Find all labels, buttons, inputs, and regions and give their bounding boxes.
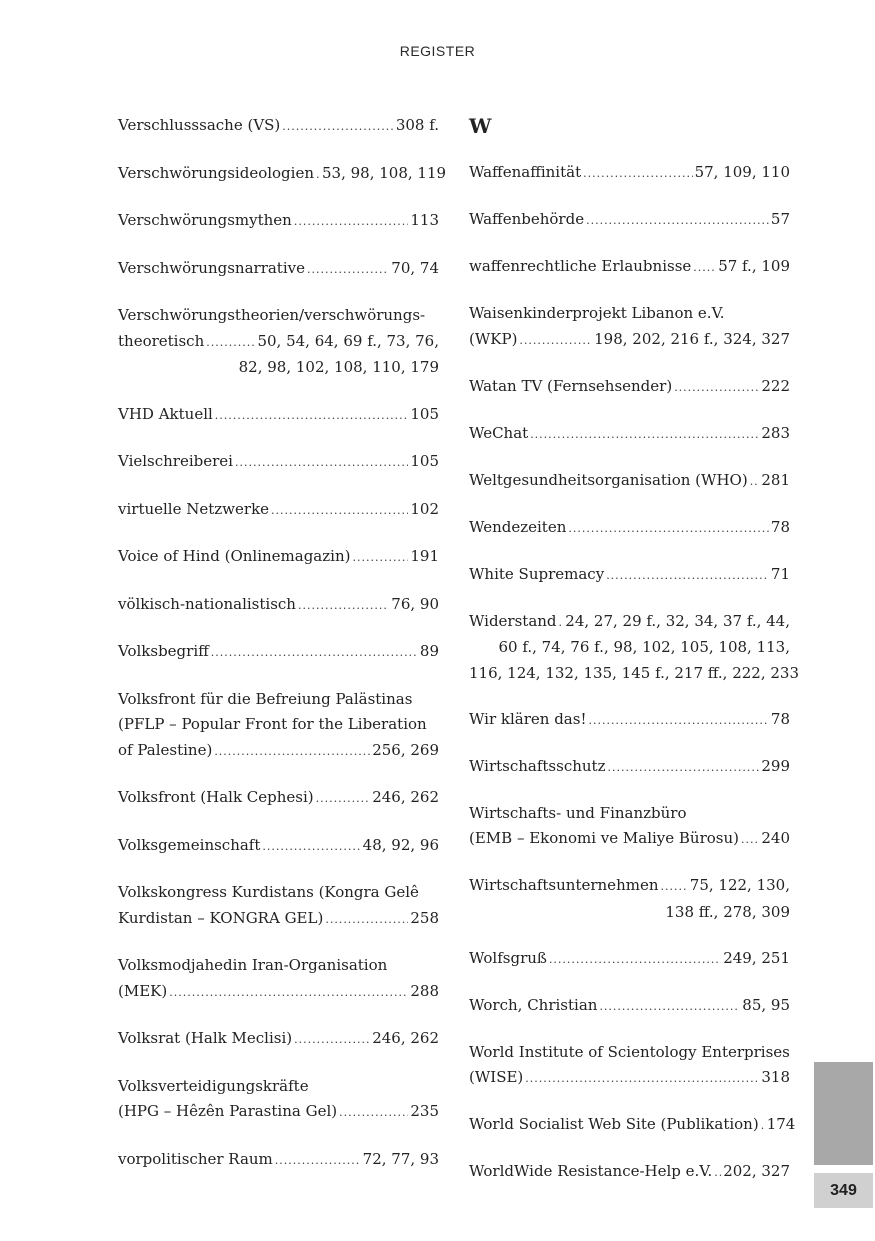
- index-entry: [118, 1147, 439, 1174]
- index-entry: [118, 497, 439, 524]
- index-entry: [118, 402, 439, 429]
- index-term: Wirtschaftsunternehmen: [469, 876, 659, 894]
- index-term-line: (PFLP – Popular Front for the Liberation: [118, 715, 427, 733]
- page-references: 222: [761, 376, 790, 395]
- index-term-row: [469, 327, 790, 354]
- index-entry: [469, 254, 790, 281]
- dot-leader: [741, 827, 759, 853]
- dot-leader: [294, 1027, 370, 1053]
- page-references: 281: [761, 470, 790, 489]
- index-term-row: [118, 329, 439, 356]
- index-term-row: [469, 946, 790, 973]
- index-term-row: [118, 402, 439, 429]
- index-term-row: [469, 1112, 796, 1139]
- index-entry: [118, 687, 439, 765]
- page-references: 240: [761, 829, 790, 847]
- index-term-row: [469, 993, 790, 1020]
- dot-leader: [693, 255, 716, 281]
- index-term: Worch, Christian: [469, 995, 598, 1014]
- dot-leader: [169, 980, 408, 1006]
- dot-leader: [599, 994, 740, 1020]
- index-term: Verschwörungsnarrative: [118, 258, 305, 277]
- index-term-row: [118, 738, 439, 765]
- index-term: Verschwörungsmythen: [118, 211, 292, 229]
- index-entry: [469, 468, 790, 495]
- index-term: Wir klären das!: [469, 709, 587, 728]
- dot-leader: [674, 375, 759, 401]
- index-term-row: [118, 833, 439, 860]
- index-term: Volksrat (Halk Meclisi): [118, 1029, 293, 1047]
- index-entry: [118, 303, 439, 381]
- page-references: 57, 109, 110: [694, 163, 790, 181]
- page-references: 70, 74: [391, 258, 439, 277]
- page-references: 299: [761, 756, 790, 775]
- index-term: Waffenbehörde: [469, 210, 585, 228]
- index-term-row: [469, 707, 790, 734]
- index-term: (WISE): [469, 1068, 524, 1086]
- index-term-row: [118, 592, 439, 619]
- dot-leader: [294, 209, 409, 235]
- page-references: 105: [410, 452, 439, 470]
- index-entry: [469, 562, 790, 589]
- index-entry: [118, 592, 439, 619]
- dot-leader: [211, 640, 418, 666]
- index-term: völkisch-nationalistisch: [118, 594, 296, 613]
- dot-leader: [588, 708, 768, 734]
- dot-leader: [275, 1148, 361, 1174]
- page-references: 57 f., 109: [718, 257, 790, 275]
- index-term-row: [118, 906, 439, 933]
- index-term: (EMB – Ekonomi ve Maliye Bürosu): [469, 829, 739, 847]
- dot-leader: [235, 450, 408, 476]
- index-term-row: [118, 256, 439, 283]
- dot-leader: [262, 834, 360, 860]
- page-references-continued: 82, 98, 102, 108, 110, 179: [238, 358, 439, 376]
- index-term: (MEK): [118, 981, 168, 1000]
- index-entry: [118, 113, 439, 140]
- page-references: 318: [761, 1068, 790, 1086]
- index-term-line: Volksmodjahedin Iran-Organisation: [118, 956, 388, 974]
- dot-leader: [316, 162, 320, 188]
- index-entry: [118, 161, 447, 188]
- page-references: 78: [770, 709, 790, 728]
- page-references: 191: [410, 547, 439, 565]
- dot-leader: [339, 1100, 408, 1126]
- dot-leader: [714, 1160, 721, 1186]
- index-term-row: [469, 254, 790, 281]
- index-column-left: [118, 113, 447, 1194]
- page-references: 235: [410, 1102, 439, 1120]
- page-references: 246, 262: [372, 788, 439, 806]
- index-term: Widerstand: [469, 611, 557, 630]
- index-term-row: [469, 207, 790, 234]
- index-entry: [469, 754, 790, 781]
- index-term-row: [469, 515, 790, 542]
- page-references: 78: [770, 517, 790, 536]
- dot-leader: [519, 328, 592, 354]
- index-term: Kurdistan – KONGRA GEL): [118, 908, 324, 927]
- index-entry: [118, 544, 439, 571]
- index-entry: [469, 707, 790, 734]
- dot-leader: [661, 874, 688, 900]
- index-term-row: [469, 421, 790, 448]
- index-term: World Socialist Web Site (Publikation): [469, 1115, 759, 1133]
- page-references: 48, 92, 96: [362, 835, 439, 854]
- index-entry: [469, 1159, 790, 1186]
- index-term-row: [469, 562, 790, 589]
- index-entry: [118, 833, 439, 860]
- index-entry: [469, 609, 800, 687]
- page-references: 258: [410, 908, 439, 927]
- dot-leader: [307, 257, 389, 283]
- index-term: Watan TV (Fernsehsender): [469, 376, 673, 395]
- dot-leader: [607, 755, 759, 781]
- page-references: 288: [410, 981, 439, 1000]
- index-entry: [469, 421, 790, 448]
- page-references: 308 f.: [395, 116, 439, 134]
- index-term: Volksbegriff: [118, 642, 209, 660]
- index-entry: [469, 515, 790, 542]
- dot-leader: [583, 161, 692, 187]
- page-references-continued: 60 f., 74, 76 f., 98, 102, 105, 108, 113,: [498, 638, 790, 656]
- page-references-continued: 116, 124, 132, 135, 145 f., 217 ff., 222, 233: [469, 663, 800, 682]
- page-references: 85, 95: [742, 995, 790, 1014]
- thumb-index-tab: [814, 1062, 873, 1165]
- index-entry: [118, 785, 439, 812]
- index-term: of Palestine): [118, 740, 213, 759]
- index-term: Wirtschaftsschutz: [469, 756, 606, 775]
- dot-leader: [352, 545, 408, 571]
- index-term-row: [118, 449, 439, 476]
- page-references: 24, 27, 29 f., 32, 34, 37 f., 44,: [565, 611, 790, 630]
- dot-leader: [206, 330, 255, 356]
- index-term: Waffenaffinität: [469, 163, 582, 181]
- index-term: White Supremacy: [469, 564, 605, 583]
- dot-leader: [316, 786, 371, 812]
- index-term-row: [118, 979, 439, 1006]
- page-references: 75, 122, 130,: [689, 876, 790, 894]
- index-entry: [469, 160, 790, 187]
- page-references: 202, 327: [723, 1162, 790, 1180]
- page-references: 198, 202, 216 f., 324, 327: [594, 329, 790, 348]
- index-term: (WKP): [469, 329, 518, 348]
- index-term-row: [118, 497, 439, 524]
- index-term: virtuelle Netzwerke: [118, 499, 270, 518]
- index-entry: [469, 374, 790, 401]
- index-entry: [118, 449, 439, 476]
- index-term-row: [118, 785, 439, 812]
- index-term-row: [118, 1099, 439, 1126]
- index-term-line: World Institute of Scientology Enterprises: [469, 1042, 790, 1061]
- dot-leader: [214, 739, 370, 765]
- page-references: 105: [410, 404, 439, 423]
- dot-leader: [586, 208, 769, 234]
- index-entry: [469, 993, 790, 1020]
- index-term-line: Wirtschafts- und Finanzbüro: [469, 803, 687, 822]
- page-number: 349: [814, 1173, 873, 1208]
- dot-leader: [525, 1066, 759, 1092]
- index-entry: [469, 873, 790, 925]
- index-term: WorldWide Resistance-Help e.V.: [469, 1162, 713, 1180]
- dot-leader: [298, 593, 389, 619]
- page-references: 102: [410, 499, 439, 518]
- index-term: VHD Aktuell: [118, 404, 213, 423]
- dot-leader: [282, 114, 394, 140]
- index-term-line: Volksverteidigungskräfte: [118, 1076, 309, 1095]
- dot-leader: [530, 422, 759, 448]
- section-letter: W: [469, 114, 492, 138]
- page-references: 113: [410, 211, 439, 229]
- index-term: Volksfront (Halk Cephesi): [118, 788, 314, 806]
- index-term-row: [469, 1159, 790, 1186]
- page-references: 283: [761, 423, 790, 442]
- index-entry: [118, 953, 439, 1005]
- index-term: Verschwörungsideologien: [118, 163, 314, 182]
- index-entry: [469, 1040, 790, 1092]
- page-references: 174: [766, 1115, 796, 1133]
- dot-leader: [559, 610, 564, 636]
- index-term-row: [469, 374, 790, 401]
- index-entry: [118, 208, 439, 235]
- page-references: 72, 77, 93: [362, 1149, 439, 1168]
- index-entry: [118, 880, 439, 932]
- index-term-row: [118, 1147, 439, 1174]
- index-column-right: [469, 113, 800, 1206]
- index-term: Voice of Hind (Onlinemagazin): [118, 547, 351, 565]
- index-entry: [118, 639, 439, 666]
- index-entry: [469, 207, 790, 234]
- index-term: Vielschreiberei: [118, 452, 233, 470]
- index-term-row: [469, 826, 790, 853]
- index-term: (HPG – Hêzên Parastina Gel): [118, 1102, 338, 1120]
- index-term: Wendezeiten: [469, 517, 567, 536]
- index-entry: [469, 946, 790, 973]
- page-references: 256, 269: [372, 740, 439, 759]
- index-term-row: [469, 1065, 790, 1092]
- index-entry: [469, 1112, 796, 1139]
- index-term-row: [118, 639, 439, 666]
- running-header: REGISTER: [399, 43, 476, 59]
- index-term-line: Waisenkinderprojekt Libanon e.V.: [469, 304, 725, 322]
- dot-leader: [606, 563, 769, 589]
- dot-leader: [215, 403, 409, 429]
- page-references: 57: [770, 210, 790, 228]
- page-references: 71: [770, 564, 790, 583]
- page-references-continued: 138 ff., 278, 309: [665, 902, 790, 921]
- dot-leader: [271, 498, 408, 524]
- index-term: theoretisch: [118, 331, 205, 350]
- index-term-line: Verschwörungstheorien/verschwörungs-: [118, 306, 426, 324]
- index-entry: [118, 256, 439, 283]
- index-term: WeChat: [469, 423, 529, 442]
- dot-leader: [750, 469, 760, 495]
- dot-leader: [325, 907, 408, 933]
- index-term-row: [469, 873, 790, 900]
- index-term-row: [469, 468, 790, 495]
- index-term-row: [118, 208, 439, 235]
- page-references: 89: [419, 642, 439, 660]
- index-term-line: Volkskongress Kurdistans (Kongra Gelê: [118, 883, 419, 901]
- index-term-line: Volksfront für die Befreiung Palästinas: [118, 689, 413, 708]
- index-term-row: [118, 544, 439, 571]
- dot-leader: [761, 1113, 765, 1139]
- page-references: 50, 54, 64, 69 f., 73, 76,: [257, 331, 439, 350]
- index-entry: [469, 301, 790, 353]
- dot-leader: [549, 947, 721, 973]
- index-entry: [118, 1074, 439, 1126]
- index-term-row: [118, 161, 447, 188]
- index-term: waffenrechtliche Erlaubnisse: [469, 257, 692, 275]
- index-term-row: [118, 1026, 439, 1053]
- index-term: vorpolitischer Raum: [118, 1149, 273, 1168]
- index-term: Volksgemeinschaft: [118, 835, 261, 854]
- index-entry: [118, 1026, 439, 1053]
- page-references: 53, 98, 108, 119: [322, 163, 447, 182]
- index-entry: [469, 801, 790, 853]
- index-term: Verschlusssache (VS): [118, 116, 281, 134]
- index-term: Wolfsgruß: [469, 948, 547, 967]
- index-term: Weltgesundheitsorganisation (WHO): [469, 470, 748, 489]
- page-references: 76, 90: [391, 594, 439, 613]
- dot-leader: [568, 516, 769, 542]
- page-references: 249, 251: [723, 948, 790, 967]
- index-term-row: [469, 754, 790, 781]
- index-term-row: [469, 160, 790, 187]
- index-term-row: [118, 113, 439, 140]
- index-term-row: [469, 609, 790, 636]
- page-references: 246, 262: [372, 1029, 439, 1047]
